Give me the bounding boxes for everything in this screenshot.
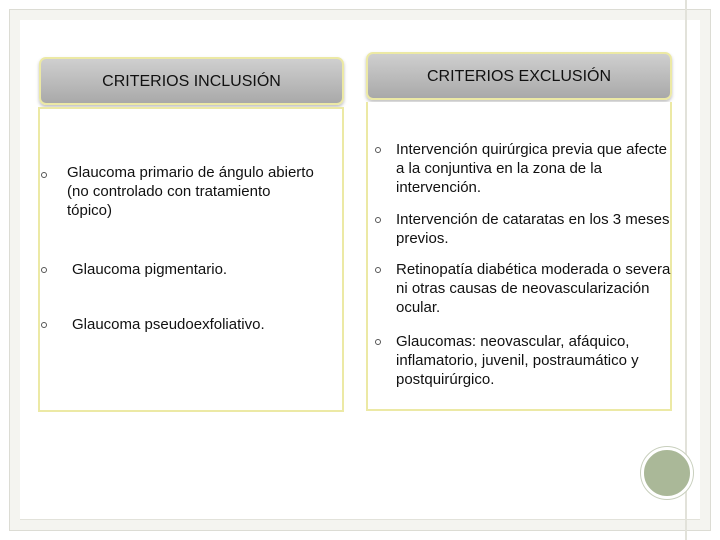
inclusion-item-1: Glaucoma primario de ángulo abierto (no controlado con tratamiento tópico) [67, 164, 314, 219]
bullet-icon [41, 322, 47, 328]
inclusion-item-2: Glaucoma pigmentario. [72, 261, 228, 278]
inclusion-item-3: Glaucoma pseudoexfoliativo. [72, 316, 265, 333]
inclusion-header: CRITERIOS INCLUSIÓN [39, 57, 344, 105]
bullet-icon [375, 267, 381, 273]
exclusion-item-1: Intervención quirúrgica previa que afecte a la conjuntiva en la zona de la intervención. [396, 141, 667, 196]
decorative-circle [641, 447, 693, 499]
bullet-icon [375, 339, 381, 345]
bullet-icon [41, 267, 47, 273]
bullet-icon [41, 172, 47, 178]
bullet-icon [375, 217, 381, 223]
bullet-icon [375, 147, 381, 153]
exclusion-item-4: Glaucomas: neovascular, afáquico, inflamatorio, juvenil, postraumático y postquirúrgico. [396, 333, 639, 388]
exclusion-item-3: Retinopatía diabética moderada o severa ni otras causas de neovascularización ocular. [396, 261, 671, 316]
exclusion-item-2: Intervención de cataratas en los 3 meses previos. [396, 211, 670, 247]
decorative-bottom-line [20, 519, 700, 520]
exclusion-header: CRITERIOS EXCLUSIÓN [366, 52, 672, 100]
